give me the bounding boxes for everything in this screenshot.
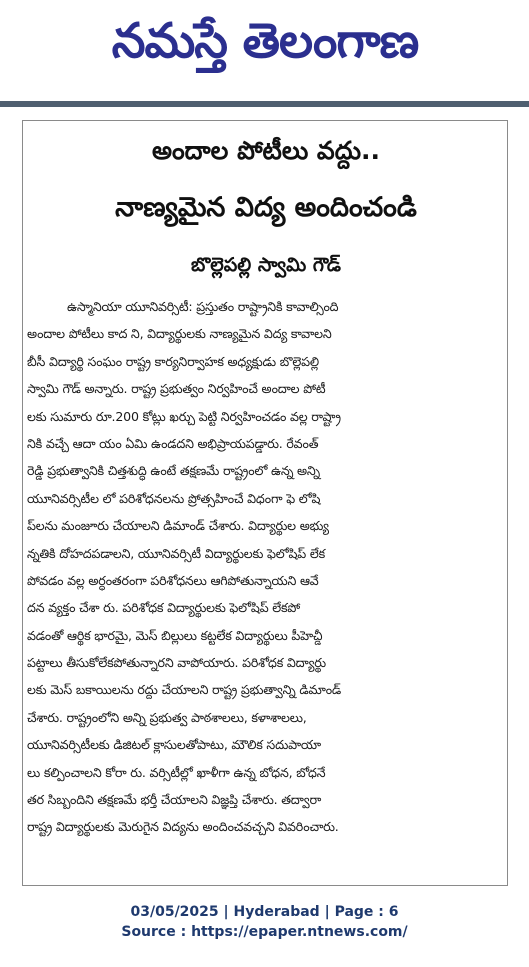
article-body-line: ఉస్మానియా యూనివర్సిటీ: ప్రస్తుతం రాష్ట్రానికి కావాల్సింది (67, 299, 339, 314)
article-body-line: దన వ్యక్తం చేశా రు. పరిశోధక విద్యార్థులకు ఫెలోషిప్ లేకపో (27, 600, 300, 616)
article-body-line: లకు మెస్ బకాయిలను రద్దు చేయాలని రాష్ట్ర ప్రభుత్వాన్ని డిమాండ్ (27, 682, 341, 698)
article-body-line: న్నతికి దోహదపడాలని, యూనివర్సిటీ విద్యార్థులకు ఫెలోషిప్ లేక (27, 545, 325, 561)
masthead (0, 0, 529, 100)
clipping-footer (0, 902, 529, 942)
article-body (27, 293, 505, 841)
article-body-line: వడంతో ఆర్థిక భారమై, మెస్ బిల్లులు కట్టలేక విద్యార్థులు పీహెచ్డీ (27, 627, 323, 643)
article-body-line: పట్టాలు తీసుకోలేకపోతున్నారని వాపోయారు. పరిశోధక విద్యార్థు (27, 655, 326, 671)
article-body-line: చేశారు. రాష్ట్రంలోని అన్ని ప్రభుత్వ పాఠశాలలు, కళాశాలలు, (27, 709, 307, 725)
article-body-line: తర సిబ్బందిని తక్షణమే భర్తీ చేయాలని విజ్ఞప్తి చేశారు. తద్వారా (27, 792, 322, 808)
article-body-line: పోవడం వల్ల అర్ధంతరంగా పరిశోధనలు ఆగిపోతున్నాయని ఆవే (27, 572, 319, 588)
article-body-line: బీసీ విద్యార్థి సంఘం రాష్ట్ర కార్యనిర్వాహక అధ్యక్షుడు బొల్లెపల్లి (27, 353, 319, 369)
masthead-divider (0, 101, 529, 107)
article-body-line: ప్‌లను మంజూరు చేయాలని డిమాండ్ చేశారు. విద్యార్థుల అభ్యు (27, 518, 329, 534)
article-body-line: రెడ్డి ప్రభుత్వానికి చిత్తశుద్ధి ఉంటే తక్షణమే రాష్ట్రంలో ఉన్న అన్ని (27, 463, 320, 479)
news-clipping (22, 120, 508, 886)
headline-line-2: నాణ్యమైన విద్య అందించండి (115, 192, 417, 223)
article-body-line: నికి వచ్చే ఆదా యం ఏమి ఉండదని అభిప్రాయపడ్డారు. రేవంత్ (27, 435, 319, 451)
article-body-line: రాష్ట్ర విద్యార్థులకు మెరుగైన విద్యను అందించవచ్చని వివరించారు. (27, 819, 339, 835)
article-body-line: యూనివర్సిటీలకు డిజిటల్ క్లాసులతోపాటు, మౌలిక సదుపాయా (27, 737, 321, 753)
article-body-line: అందాల పోటీలు కాద ని, విద్యార్థులకు నాణ్యమైన విద్య కావాలని (27, 326, 332, 342)
source-credit: Source : https://epaper.ntnews.com/ (121, 924, 408, 940)
byline: బొల్లెపల్లి స్వామి గౌడ్ (191, 254, 341, 276)
article-body-line: లకు సుమారు రూ.200 కోట్లు ఖర్చు పెట్టి నిర్వహించడం వల్ల రాష్ట్రా (27, 408, 341, 424)
article-body-line: లు కల్పించాలని కోరా రు. వర్సిటీల్లో ఖాళీగా ఉన్న బోధన, బోధనే (27, 764, 326, 780)
article-body-line: స్వామి గౌడ్ అన్నారు. రాష్ట్ర ప్రభుత్వం నిర్వహించే అందాల పోటీ (27, 381, 326, 397)
newspaper-logo: నమస్తే తెలంగాణ (111, 13, 419, 69)
dateline: 03/05/2025 | Hyderabad | Page : 6 (130, 904, 399, 920)
headline-line-1: అందాల పోటీలు వద్దు.. (151, 136, 380, 165)
article-body-line: యూనివర్సిటీల లో పరిశోధనలను ప్రోత్సహించే విధంగా ఫె లోషి (27, 490, 321, 506)
